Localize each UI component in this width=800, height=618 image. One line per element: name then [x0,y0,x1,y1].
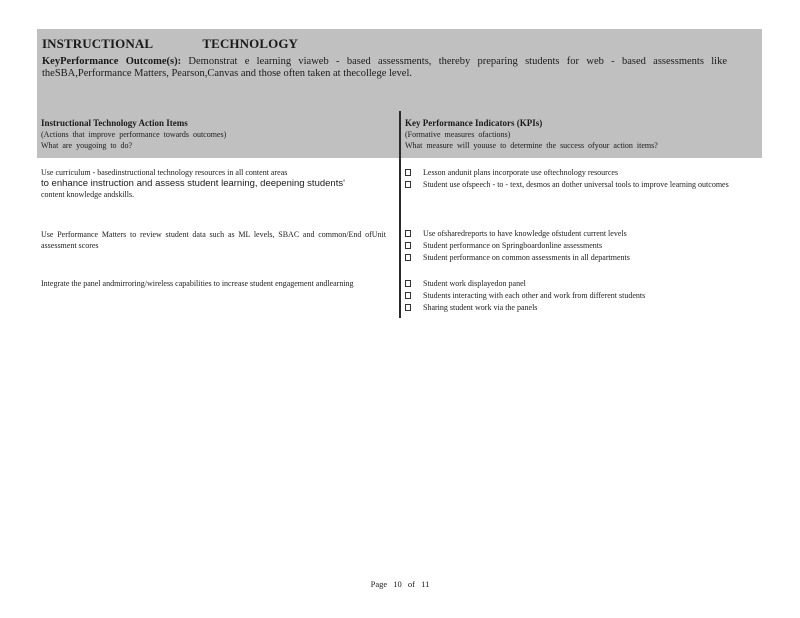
action-items-question: What are yougoing to do? [41,141,133,150]
kpi-item [405,290,745,302]
action-items-subtitle: (Actions that improve performance towards outcomes) [41,130,227,139]
outcome-text: Demonstrat e learning viaweb - based assessments, thereby preparing students for web - based assessments like theSBA,Performance Matters, Pearson,Canvas and those often taken at thecollege level. [42,56,727,79]
action-item-text: to enhance instruction and assess student learning, deepening students' [41,178,345,189]
kpi-item [405,179,745,191]
page-number: Page 10 of 11 [370,579,430,589]
kpi-header [405,118,757,151]
action-item: Use Performance Matters to review student data such as ML levels, SBAC and common/End ofUnit assessment scores [41,230,386,250]
checkbox-bullet-icon [405,304,411,311]
checkbox-bullet-icon [405,230,411,237]
outcome-label: KeyPerformance Outcome(s): [42,56,182,67]
kpi-text: Lesson andunit plans incorporate use oftechnology resources [423,168,619,177]
action-item [41,167,386,200]
checkbox-bullet-icon [405,181,411,188]
checkbox-bullet-icon [405,280,411,287]
checkbox-bullet-icon [405,292,411,299]
action-item: Integrate the panel andmirroring/wireless capabilities to increase student engagement andlearning [41,279,354,288]
kpi-list [405,167,745,191]
header-band [37,29,762,112]
action-item-text: Use curriculum - basedinstructional technology resources in all content areas [41,168,288,177]
kpi-text: Sharing student work via the panels [423,303,538,313]
kpi-text: Student use ofspeech - to - text, desmos an dother universal tools to improve learning outcomes [423,180,729,190]
kpi-item [405,240,745,252]
kpi-text: Student performance on common assessments in all departments [423,253,630,263]
kpi-item [405,167,745,179]
action-items-header [41,118,391,151]
kpi-question: What measure will youuse to determine the success ofyour action items? [405,141,658,150]
kpi-text: Student performance on Springboardonline assessments [423,241,603,251]
checkbox-bullet-icon [405,169,411,176]
kpi-list [405,278,745,315]
kpi-item [405,278,745,290]
kpi-item [405,302,745,314]
kpi-item [405,228,745,240]
kpi-title: Key Performance Indicators (KPIs) [405,118,543,128]
kpi-list [405,228,745,265]
section-title: INSTRUCTIONAL TECHNOLOGY [42,36,299,51]
kpi-text: Student work displayedon panel [423,279,526,288]
checkbox-bullet-icon [405,242,411,249]
key-performance-outcome [42,56,727,80]
kpi-subtitle: (Formative measures ofactions) [405,130,511,139]
action-items-title: Instructional Technology Action Items [41,118,188,128]
column-divider [399,111,401,318]
kpi-item [405,252,745,264]
kpi-text: Use ofsharedreports to have knowledge ofstudent current levels [423,229,627,238]
kpi-text: Students interacting with each other and work from different students [423,291,646,301]
checkbox-bullet-icon [405,254,411,261]
action-item-text: content knowledge andskills. [41,190,135,199]
